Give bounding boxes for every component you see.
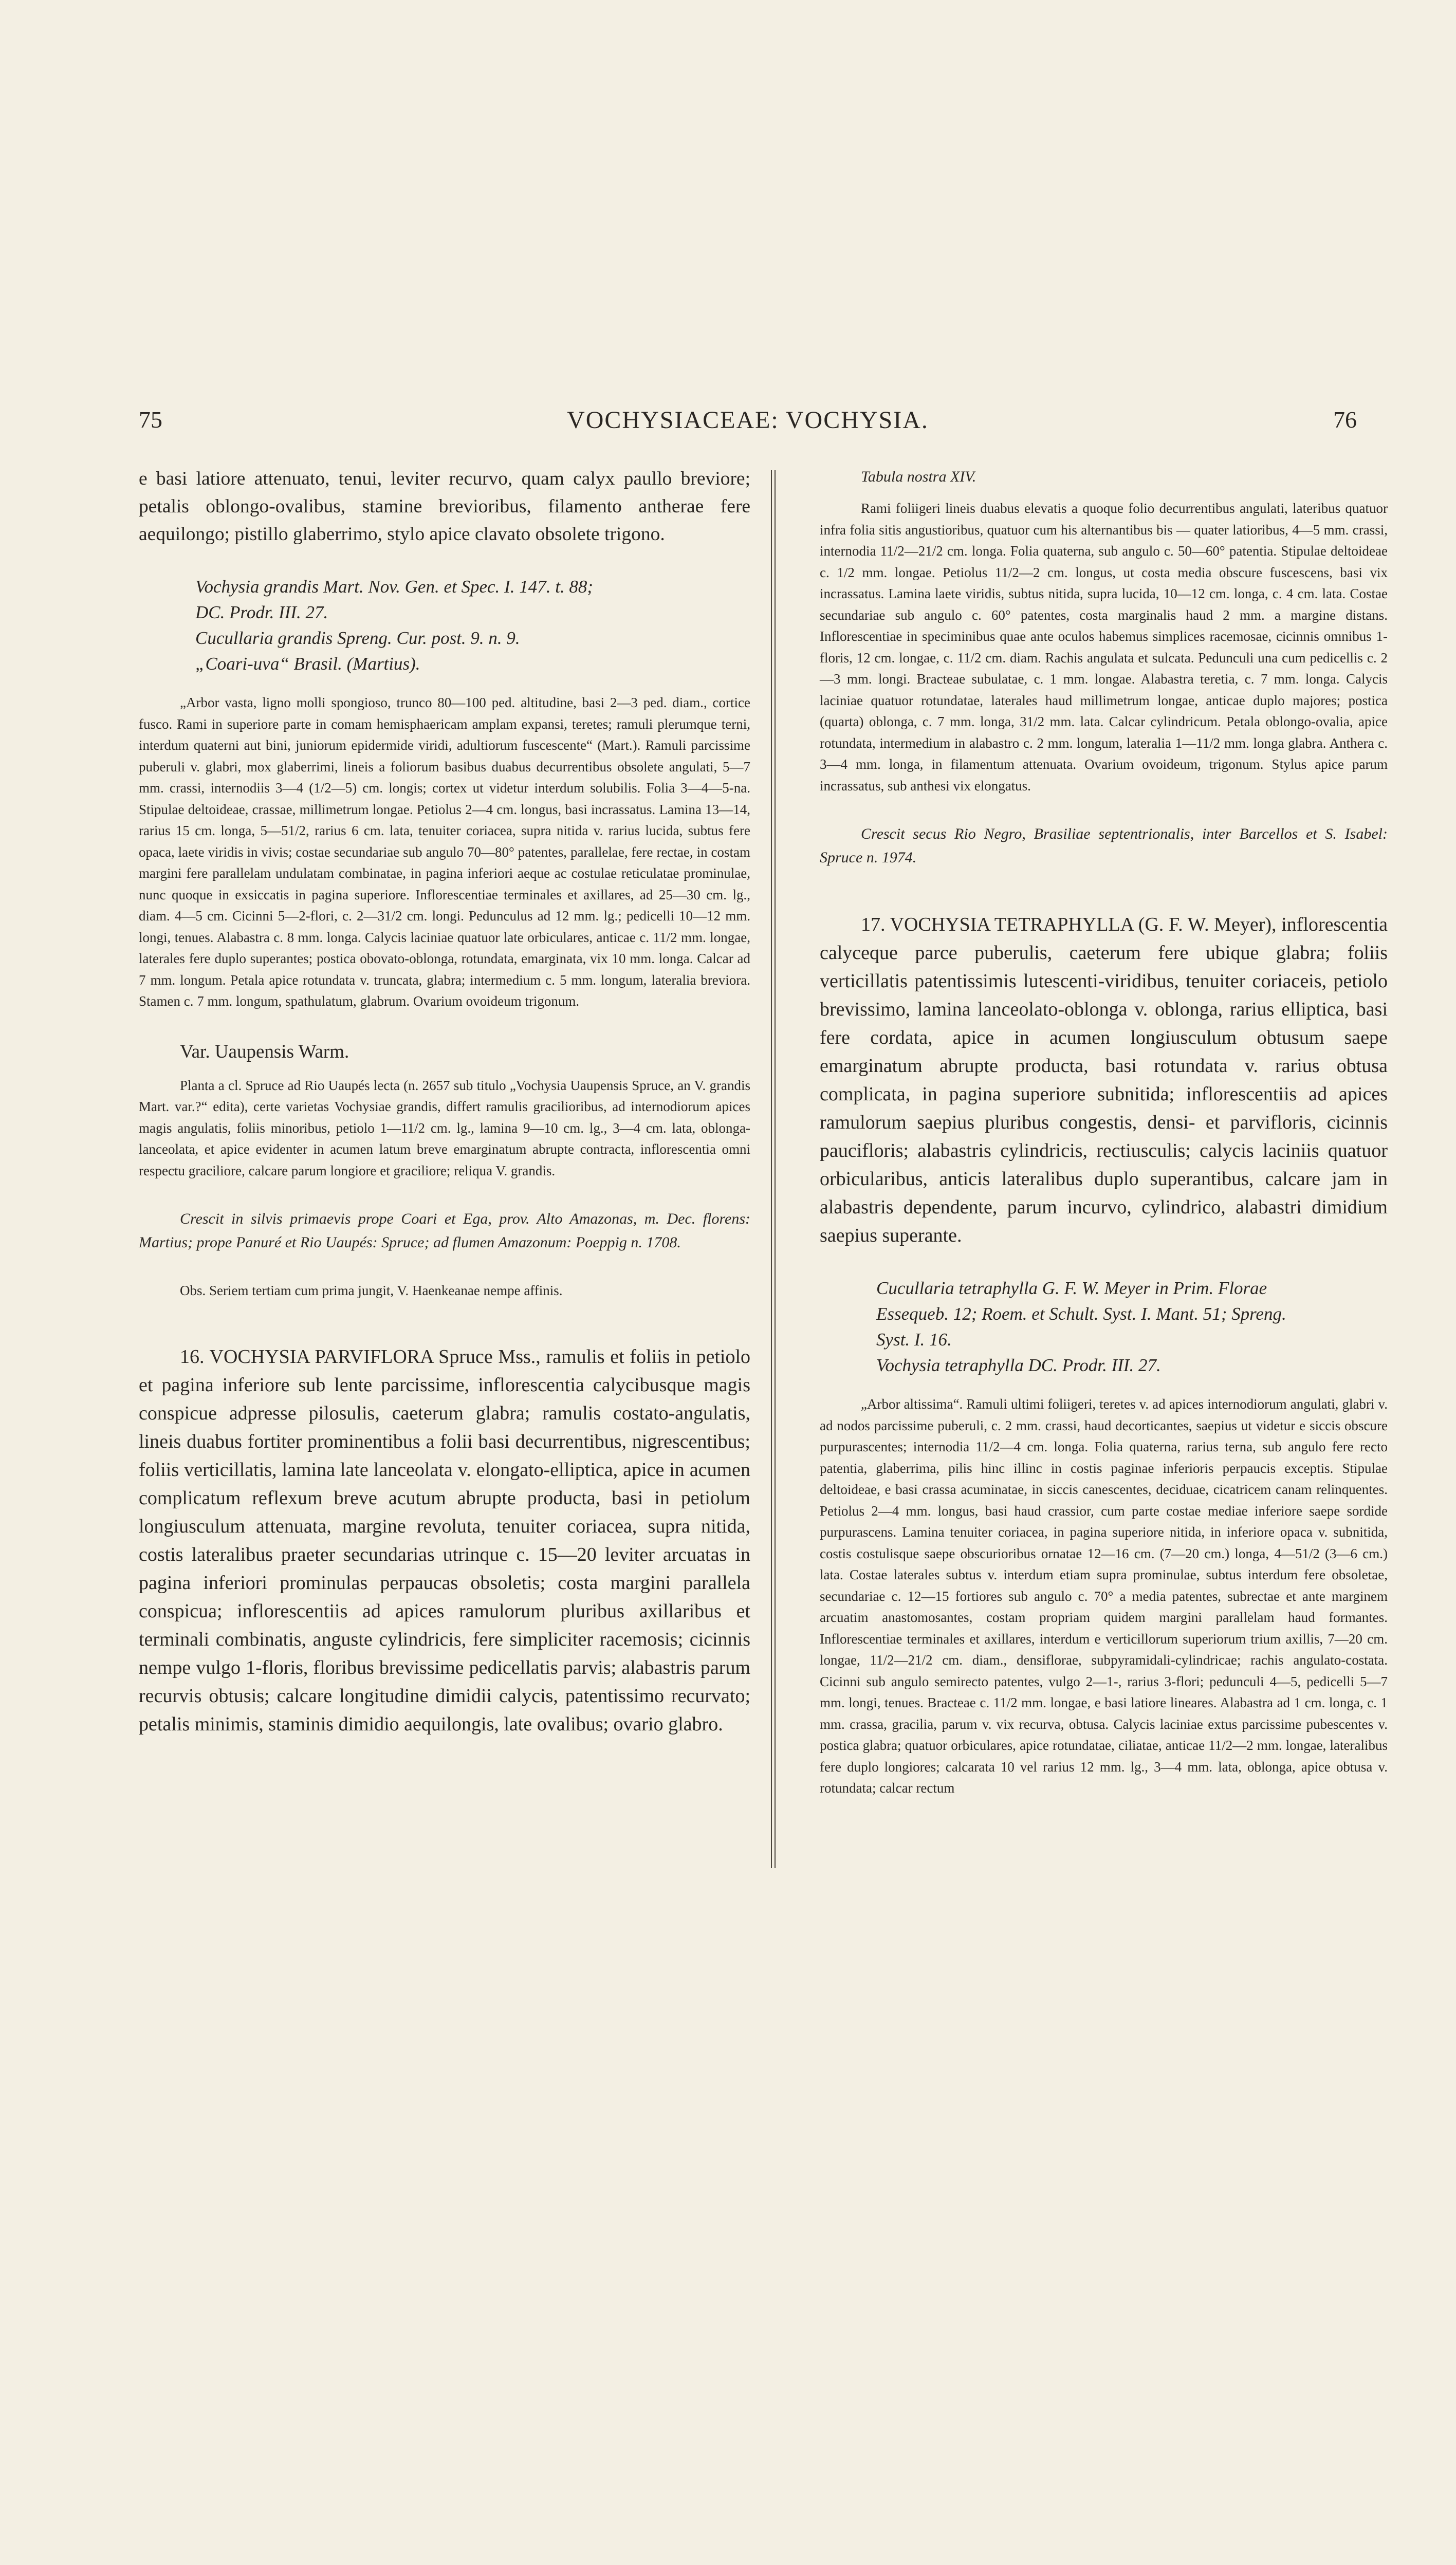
- variety-description: Planta a cl. Spruce ad Rio Uaupés lecta (n. 2657 sub titulo „Vochysia Uaupensis Spruce, an V. grandis Mart. var.?“ edita), certe varietas Vochysiae grandis, differt ramulis gracilioribus, ad internodiorum apices magis angulatis, foliis minoribus, petiolo 1—11/2 cm. lg., lamina 9—10 cm. lg., 3—4 cm. lata, oblonga-lanceolata, et apice evidenter in acumen latum breve emarginatum abrupte contracta, inflorescentia omni respectu graciliore, calcare parum longiore et graciliore; reliqua V. grandis.: [139, 1077, 750, 1178]
- synonym-line: Vochysia grandis Mart. Nov. Gen. et Spec. I. 147. t. 88;: [195, 577, 594, 597]
- column-divider: [771, 470, 776, 1868]
- synonymy-vochysia-tetraphylla: [820, 1276, 1388, 1378]
- variety-heading: Var. Uaupensis Warm.: [180, 1041, 349, 1062]
- synonym-line: Essequeb. 12; Roem. et Schult. Syst. I. Mant. 51; Spreng.: [876, 1304, 1286, 1324]
- species-16-description: Rami foliigeri lineis duabus elevatis a quoque folio decurrentibus angulati, lateribus quatuor infra folia sitis angustioribus, quatuor cum his alternantibus bis — quater latioribus, 4—5 mm. crassi, internodia 11/2—21/2 cm. longa. Folia quaterna, sub angulo c. 50—60° patentia. Stipulae deltoideae c. 1/2 mm. longae. Petiolus 11/2—2 cm. longus, ut costa media obscure fuscescens, basi vix incrassatus. Lamina laete viridis, subtus nitida, supra lucida, 10—12 cm. longa, c. 4 cm. lata. Costae secundariae sub angulo c. 60° patentes, costa marginalis haud 2 mm. a margine distans. Inflorescentiae in speciminibus quae ante oculos habemus simplices racemosae, cicinnis omnibus 1-floris, 12 cm. longae, c. 11/2 cm. diam. Rachis angulata et sulcata. Pedunculi una cum pedicellis c. 2—3 mm. longi. Bracteae subulatae, c. 1 mm. longae. Alabastra teretia, c. 7 mm. longa. Calycis laciniae quatuor rotundatae, laterales haud millimetrum longae, anticae duplo majores; postica (quarta) oblonga, c. 7 mm. longa, 31/2 mm. lata. Calcar cylindricum. Petala oblongo-ovalia, apice rotundata, intermedium in alabastro c. 2 mm. longum, lateralia 1—11/2 mm. longa glabra. Anthera c. 3—4 mm. longa, in filamentum attenuata. Ovarium ovoideum, trigonum. Stylus apice parum incrassatus, sub anthesi vix elongatus.: [820, 501, 1388, 794]
- synonym-line: Cucullaria tetraphylla G. F. W. Meyer in Prim. Florae: [876, 1278, 1267, 1298]
- continued-description: e basi latiore attenuato, tenui, leviter recurvo, quam calyx paullo breviore; petalis oblongo-ovalibus, stamine brevioribus, filamento antherae fere aequilongo; pistillo glaberrimo, stylo apice clavato obsolete trigono.: [139, 468, 750, 545]
- distribution-note: Crescit in silvis primaevis prope Coari et Ega, prov. Alto Amazonas, m. Dec. florens: Martius; prope Panuré et Rio Uaupés: Spruce; ad flumen Amazonum: Poeppig n. 1708.: [139, 1210, 750, 1251]
- synonym-line: Cucullaria grandis Spreng. Cur. post. 9. n. 9.: [195, 628, 520, 648]
- page-number-left: 75: [139, 407, 162, 433]
- synonym-line: Syst. I. 16.: [876, 1330, 952, 1350]
- right-column: [820, 465, 1388, 1799]
- running-head: [139, 406, 1357, 442]
- species-17-description: „Arbor altissima“. Ramuli ultimi foliigeri, teretes v. ad apices internodiorum angulati, glabri v. ad nodos parcissime puberuli, c. 2 mm. crassi, haud decorticantes, saepius ut videtur e siccis obscure purpurascentes; internodia 11/2—4 cm. longa. Folia quaterna, rarius terna, sub angulo fere recto patentia, glaberrima, pilis hinc illinc in costis paginae inferioris perpaucis exceptis. Stipulae deltoideae, e basi crassa acuminatae, in siccis canescentes, deciduae, cicatricem canam relinquentes. Petiolus 2—4 mm. longus, basi haud crassior, cum parte costae mediae inferiore saepe sordide purpurascens. Lamina tenuiter coriacea, in pagina superiore nitida, in inferiore opaca v. subnitida, costis costulisque saepe obscurioribus ornatae 12—16 cm. (7—20 cm.) longa, 4—51/2 (3—6 cm.) lata. Costae laterales subtus v. interdum etiam supra prominulae, subtus interdum fere obsoletae, secundariae c. 12—15 fortiores sub angulo c. 70° a media patentes, subrectae et ante marginem arcuatim anastomosantes, costam propriam quidem margini parallelam haud formantes. Inflorescentiae terminales et axillares, interdum e verticillorum superiorum trium axillis, 7—20 cm. longae, 11/2—21/2 cm. diam., densiflorae, subpyramidali-cylindricae; rachis angulato-costata. Cicinni sub angulo semirecto patentes, vulgo 2—1-, rarius 3-flori; pedunculi 4—5, pedicelli 5—7 mm. longi, tenues. Bracteae c. 11/2 mm. longae, e basi latiore lineares. Alabastra ad 1 cm. longa, c. 1 mm. crassa, gracilia, parum v. vix recurva, obtusa. Calycis laciniae extus parcissime pubescentes v. postica glabra; quatuor orbiculares, apice rotundatae, ciliatae, anticae 11/2—2 mm. longae, lateralibus fere duplo longiores; calcarata 10 vel rarius 12 mm. lg., 3—4 mm. lata, oblonga, apice obtusa v. rotundata; calcar rectum: [820, 1396, 1388, 1796]
- synonymy-vochysia-grandis: [139, 574, 750, 677]
- synonym-line: DC. Prodr. III. 27.: [195, 602, 328, 622]
- left-column: [139, 465, 750, 1739]
- plate-reference: Tabula nostra XIV.: [861, 468, 976, 485]
- species-17-diagnosis: 17. VOCHYSIA TETRAPHYLLA (G. F. W. Meyer), inflorescentia calyceque parce puberulis, caeterum fere ubique glabra; foliis verticillatis patentissimis lutescenti-viridibus, tenuiter coriaceis, petiolo brevissimo, lamina lanceolato-oblonga v. oblonga, rarius elliptica, basi fere cordata, apice in acumen longiusculum obtusum saepe emarginatum abrupte producta, basi rotundata v. rarius obtusa complicata, in pagina superiore subnitida; inflorescentiis ad apices ramulorum saepius pluribus congestis, densi- et parvifloris, cicinnis paucifloris; alabastris cylindricis, rectiusculis; calycis laciniis quatuor orbicularibus, anticis lateralibus duplo superantibus, calcare jam in alabastris dependente, parum incurvo, cylindrico, alabastri dimidium saepius superante.: [820, 914, 1388, 1246]
- distribution-note-16: Crescit secus Rio Negro, Brasiliae septentrionalis, inter Barcellos et S. Isabel: Spruce n. 1974.: [820, 825, 1388, 866]
- page-number-right: 76: [1333, 407, 1357, 433]
- synonym-line: Vochysia tetraphylla DC. Prodr. III. 27.: [876, 1355, 1161, 1375]
- synonym-line: „Coari-uva“ Brasil. (Martius).: [195, 654, 420, 674]
- observation-note: Obs. Seriem tertiam cum prima jungit, V. Haenkeanae nempe affinis.: [180, 1283, 563, 1298]
- species-16-diagnosis: 16. VOCHYSIA PARVIFLORA Spruce Mss., ramulis et foliis in petiolo et pagina inferiore sub lente parcissime, inflorescentia calycibusque magis conspicue adpresse pilosulis, caeterum glabra; ramulis costato-angulatis, lineis duabus fortiter prominentibus a folii basi decurrentibus, nigrescentibus; foliis verticillatis, lamina late lanceolata v. elongato-elliptica, apice in acumen complicatum reflexum breve acutum abrupte producta, basi in petiolum longiusculum attenuata, margine revoluta, tenuiter coriacea, supra nitida, costis lateralibus praeter secundarias utrinque c. 15—20 leviter arcuatas in pagina inferiori prominulas perpaucas obsoletis; costa margini parallela conspicua; inflorescentiis ad apices ramulorum pluribus axillaribus et terminali combinatis, anguste cylindricis, fere simpliciter racemosis; cicinnis nempe vulgo 1-floris, floribus brevissime pedicellatis parvis; alabastris parum recurvis obtusis; calcare longitudine dimidii calycis, patentissimo recurvato; petalis minimis, staminis dimidio aequilongis, late ovalibus; ovario glabro.: [139, 1345, 750, 1735]
- running-title: VOCHYSIACEAE: VOCHYSIA.: [567, 407, 929, 434]
- species-description: „Arbor vasta, ligno molli spongioso, trunco 80—100 ped. altitudine, basi 2—3 ped. diam., cortice fusco. Rami in superiore parte in comam hemisphaericam amplam expansi, teretes; ramuli plerumque terni, interdum quaterni aut bini, juniorum epidermide viridi, adultiorum fuscescente“ (Mart.). Ramuli parcissime puberuli v. glabri, mox glaberrimi, lineis a foliorum basibus duabus decurrentibus obsolete angulati, 5—7 mm. crassi, internodiis 3—4 (1/2—5) cm. longis; cortex ut videtur interdum solubilis. Folia 3—4—5-na. Stipulae deltoideae, crassae, millimetrum longae. Petiolus 2—4 cm. longus, basi incrassatus. Lamina 13—14, rarius 15 cm. longa, 5—51/2, rarius 6 cm. lata, tenuiter coriacea, supra nitida v. rarius lucida, subtus fere opaca, laete viridis in vivis; costae secundariae sub angulo 70—80° patentes, parallelae, fere rectae, in costam margini fere parallelam undulatam combinatae, in pagina inferiori aeque ac costulae reticulatae prominulae, nunc quoque in exsiccatis in pagina superiore. Inflorescentiae terminales et axillares, ad 25—30 cm. lg., diam. 4—5 cm. Cicinni 5—2-flori, c. 2—31/2 cm. longi. Pedunculus ad 12 mm. lg.; pedicelli 10—12 mm. longi, tenues. Alabastra c. 8 mm. longa. Calycis laciniae quatuor late orbiculares, anticae c. 11/2 mm. longae, laterales fere duplo superantes; postica obovato-oblonga, rotundata, emarginata, vix 10 mm. longa. Calcar ad 7 mm. longum. Petala apice rotundata v. truncata, glabra; intermedium c. 5 mm. longum, lateralia breviora. Stamen c. 7 mm. longum, spathulatum, glabrum. Ovarium ovoideum trigonum.: [139, 695, 750, 1009]
